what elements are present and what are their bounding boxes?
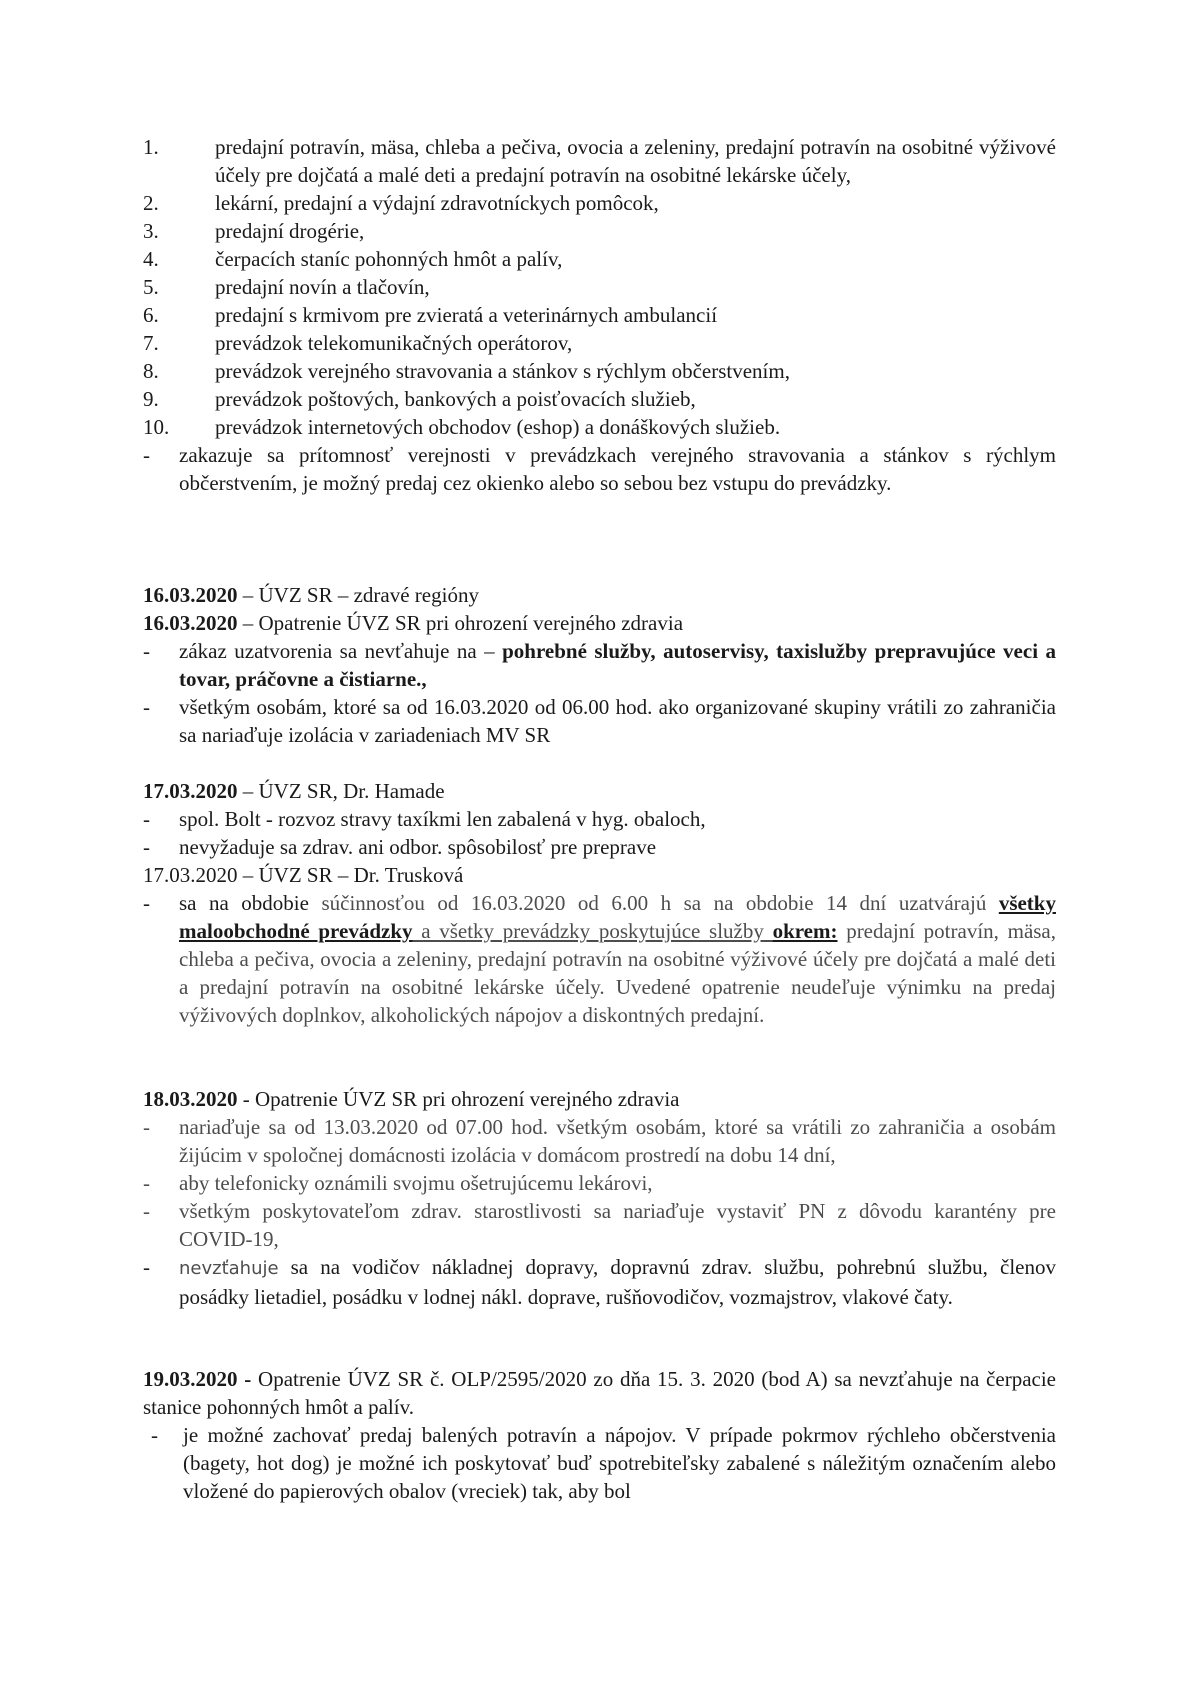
- section-heading: 16.03.2020 – ÚVZ SR – zdravé regióny: [143, 583, 479, 607]
- section-heading: 19.03.2020 - Opatrenie ÚVZ SR č. OLP/2595/2020 zo dňa 15. 3. 2020 (bod A) sa nevzťahuje na čerpacie stanice pohonných hmôt a palív.: [143, 1367, 1056, 1419]
- list-item: 9. prevádzok poštových, bankových a poisťovacích služieb,: [143, 387, 696, 411]
- bullet-item: - nariaďuje sa od 13.03.2020 od 07.00 hod. všetkým osobám, ktoré sa vrátili zo zahraničia a osobám žijúcim v spoločnej domácnosti izolácia v domácom prostredí na dobu 14 dní,: [143, 1115, 1056, 1167]
- section-17-03: [143, 777, 1056, 1029]
- list-item: 2. lekární, predajní a výdajní zdravotníckych pomôcok,: [143, 191, 659, 215]
- bullet-item: - aby telefonicky oznámili svojmu ošetrujúcemu lekárovi,: [143, 1171, 653, 1195]
- list-item: 7. prevádzok telekomunikačných operátorov,: [143, 331, 573, 355]
- bullet-item: - nevzťahuje sa na vodičov nákladnej dopravy, dopravnú zdrav. službu, pohrebnú službu, členov posádky lietadiel, posádku v lodnej nákl. doprave, rušňovodičov, vozmajstrov, vlakové čaty.: [143, 1255, 1056, 1309]
- bullet-item: - zákaz uzatvorenia sa nevťahuje na – pohrebné služby, autoservisy, taxislužby prepravujúce veci a tovar, práčovne a čistiarne.,: [143, 639, 1056, 691]
- bullet-item: - je možné zachovať predaj balených potravín a nápojov. V prípade pokrmov rýchleho občerstvenia (bagety, hot dog) je možné ich poskytovať buď spotrebiteľsky zabalené s náležitým označením alebo vložené do papierových obalov (vreciek) tak, aby bol: [151, 1423, 1056, 1503]
- section-heading: 17.03.2020 – ÚVZ SR, Dr. Hamade: [143, 779, 445, 803]
- list-item: 6. predajní s krmivom pre zvieratá a veterinárnych ambulancií: [143, 303, 718, 327]
- section-19-03: [143, 1365, 1056, 1505]
- bullet-item: - zakazuje sa prítomnosť verejnosti v prevádzkach verejného stravovania a stánkov s rýchlym občerstvením, je možný predaj cez okienko alebo so sebou bez vstupu do prevádzky.: [143, 443, 1056, 495]
- bullet-item: - všetkým poskytovateľom zdrav. starostlivosti sa nariaďuje vystaviť PN z dôvodu karantény pre COVID-19,: [143, 1199, 1056, 1251]
- section-18-03: [143, 1085, 1056, 1311]
- section-heading: 18.03.2020 - Opatrenie ÚVZ SR pri ohrození verejného zdravia: [143, 1087, 680, 1111]
- list-item: 4. čerpacích staníc pohonných hmôt a palív,: [143, 247, 563, 271]
- bullet-item: - spol. Bolt - rozvoz stravy taxíkmi len zabalená v hyg. obaloch,: [143, 807, 706, 831]
- numbered-list: [143, 133, 1056, 497]
- list-item: 10. prevádzok internetových obchodov (eshop) a donáškových služieb.: [143, 415, 781, 439]
- list-item: 3. predajní drogérie,: [143, 219, 365, 243]
- bullet-item: - všetkým osobám, ktoré sa od 16.03.2020 od 06.00 hod. ako organizované skupiny vrátili zo zahraničia sa nariaďuje izolácia v zariadeniach MV SR: [143, 695, 1056, 747]
- section-heading: 16.03.2020 – Opatrenie ÚVZ SR pri ohrození verejného zdravia: [143, 611, 684, 635]
- section-16-03: [143, 581, 1056, 749]
- bullet-item: - sa na obdobie súčinnosťou od 16.03.2020 od 6.00 h sa na obdobie 14 dní uzatvárajú všetky maloobchodné prevádzky a všetky prevádzky poskytujúce služby okrem: predajní potravín, mäsa, chleba a pečiva, ovocia a zeleniny, predajní potravín na osobitné výživové účely pre dojčatá a malé deti a predajní potravín na osobitné lekárske účely. Uvedené opatrenie neudeľuje výnimku na predaj výživových doplnkov, alkoholických nápojov a diskontných predajní.: [143, 891, 1057, 1027]
- list-item: 5. predajní novín a tlačovín,: [143, 275, 430, 299]
- section-heading: 17.03.2020 – ÚVZ SR – Dr. Trusková: [143, 863, 464, 887]
- bullet-item: - nevyžaduje sa zdrav. ani odbor. spôsobilosť pre preprave: [143, 835, 657, 859]
- list-item: 8. prevádzok verejného stravovania a stánkov s rýchlym občerstvením,: [143, 359, 790, 383]
- list-item: 1. predajní potravín, mäsa, chleba a pečiva, ovocia a zeleniny, predajní potravín na osobitné výživové účely pre dojčatá a malé deti a predajní potravín na osobitné lekárske účely,: [143, 135, 1056, 187]
